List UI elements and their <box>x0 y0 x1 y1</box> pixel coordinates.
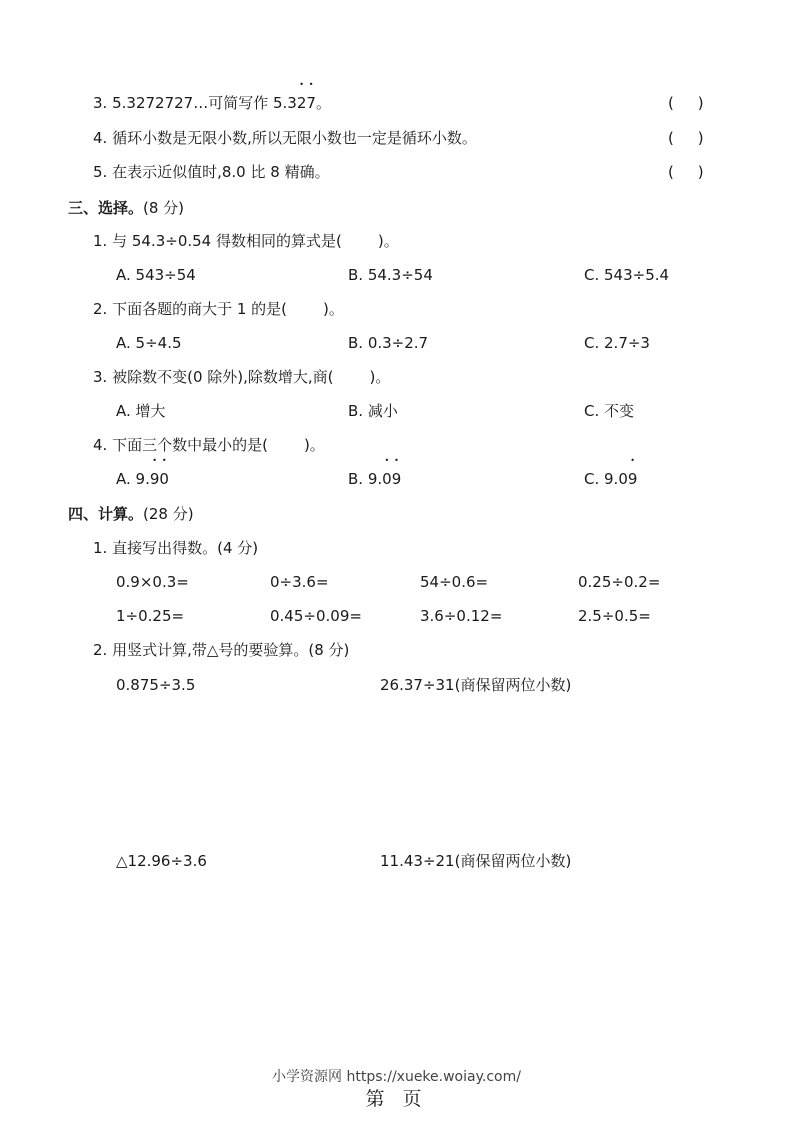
option-b[interactable]: B. 减小 <box>348 402 398 420</box>
repeating-digit: • 7 <box>306 93 316 113</box>
item-number: 4. <box>93 129 108 147</box>
calc-part-2: 2. 用竖式计算,带△号的要验算。(8 分) <box>93 641 350 659</box>
repeating-digit: • 9 <box>392 469 402 489</box>
answer-parens[interactable]: ( ) <box>668 129 704 147</box>
choice-question-4: 4. 下面三个数中最小的是( )。 <box>93 436 325 454</box>
oral-calc-item[interactable]: 0÷3.6= <box>270 573 329 591</box>
option-a[interactable]: A. 增大 <box>116 402 166 420</box>
choice-question-2: 2. 下面各题的商大于 1 的是( )。 <box>93 300 344 318</box>
vertical-calc-item[interactable]: 26.37÷31(商保留两位小数) <box>380 676 572 694</box>
repeating-digit: • 9 <box>150 469 160 489</box>
calc-part-1: 1. 直接写出得数。(4 分) <box>93 539 259 557</box>
repeating-digit: • 0 <box>382 469 392 489</box>
choice-question-3: 3. 被除数不变(0 除外),除数增大,商( )。 <box>93 368 391 386</box>
option-a[interactable]: A. 9.• 9• 0 <box>116 469 169 489</box>
option-c[interactable]: C. 543÷5.4 <box>584 266 670 284</box>
oral-calc-item[interactable]: 0.9×0.3= <box>116 573 189 591</box>
option-c[interactable]: C. 2.7÷3 <box>584 334 650 352</box>
section-heading-calc: 四、计算。(28 分) <box>68 505 194 523</box>
option-b[interactable]: B. 54.3÷54 <box>348 266 433 284</box>
page-number-label: 第 页 <box>365 1088 428 1110</box>
answer-parens[interactable]: ( ) <box>668 163 704 181</box>
option-c[interactable]: C. 不变 <box>584 402 635 420</box>
oral-calc-item[interactable]: 0.25÷0.2= <box>578 573 661 591</box>
item-text: 循环小数是无限小数,所以无限小数也一定是循环小数。 <box>112 129 477 147</box>
repeating-digit: • 2 <box>297 93 307 113</box>
judge-item-3 <box>93 93 331 113</box>
repeating-digit: • 0 <box>159 469 169 489</box>
oral-calc-item[interactable]: 3.6÷0.12= <box>420 607 503 625</box>
vertical-calc-item[interactable]: 11.43÷21(商保留两位小数) <box>380 852 572 870</box>
repeating-digit: • 9 <box>628 469 638 489</box>
vertical-calc-item[interactable]: △12.96÷3.6 <box>116 852 207 870</box>
oral-calc-item[interactable]: 2.5÷0.5= <box>578 607 651 625</box>
item-text-end: 。 <box>315 94 331 112</box>
section-heading-choice: 三、选择。(8 分) <box>68 199 185 217</box>
judge-item-5 <box>93 162 330 182</box>
option-c[interactable]: C. 9.0• 9 <box>584 469 637 489</box>
oral-calc-item[interactable]: 1÷0.25= <box>116 607 185 625</box>
option-a[interactable]: A. 5÷4.5 <box>116 334 182 352</box>
vertical-calc-item[interactable]: 0.875÷3.5 <box>116 676 196 694</box>
item-number: 3. <box>93 94 108 112</box>
oral-calc-item[interactable]: 0.45÷0.09= <box>270 607 362 625</box>
oral-calc-item[interactable]: 54÷0.6= <box>420 573 489 591</box>
answer-parens[interactable]: ( ) <box>668 94 704 112</box>
item-text: 5.3272727…可简写作 5.3 <box>112 94 297 112</box>
choice-question-1: 1. 与 54.3÷0.54 得数相同的算式是( )。 <box>93 232 399 250</box>
option-b[interactable]: B. 9.• 0• 9 <box>348 469 401 489</box>
item-text: 在表示近似值时,8.0 比 8 精确。 <box>112 163 330 181</box>
judge-item-4 <box>93 128 477 148</box>
footer-website: 小学资源网 https://xueke.woiay.com/ <box>272 1069 521 1085</box>
option-b[interactable]: B. 0.3÷2.7 <box>348 334 429 352</box>
option-a[interactable]: A. 543÷54 <box>116 266 196 284</box>
item-number: 5. <box>93 163 108 181</box>
